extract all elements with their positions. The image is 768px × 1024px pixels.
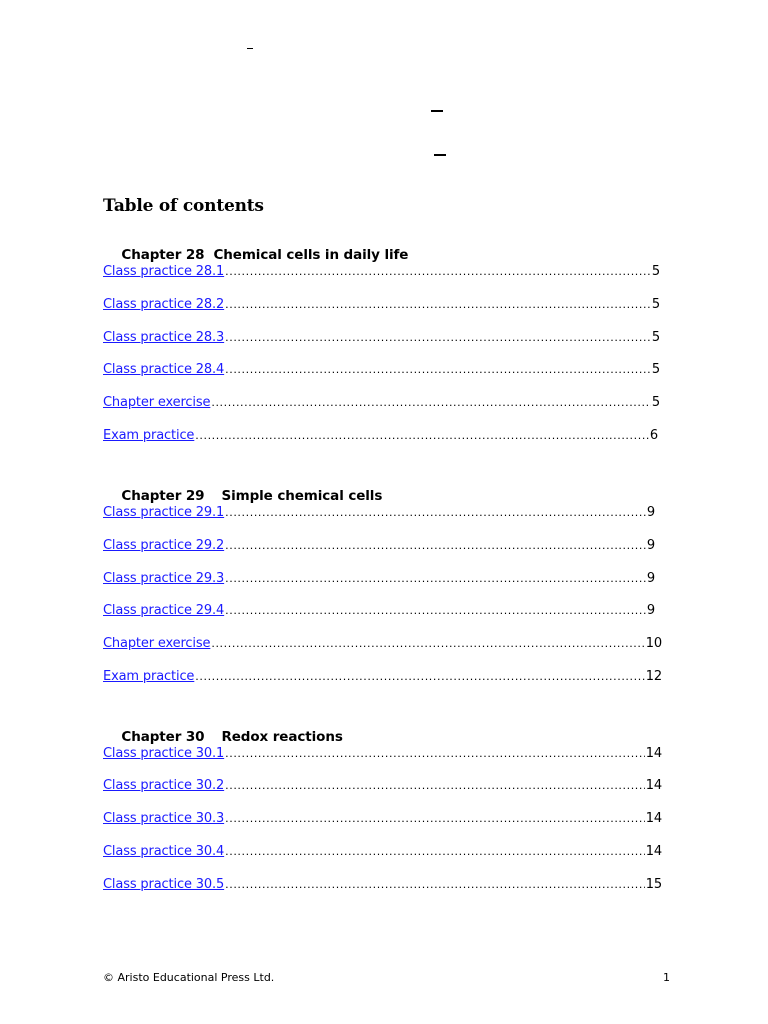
- dot-leader: [225, 845, 645, 858]
- toc-entry: [103, 844, 662, 862]
- chapter-number: Chapter 29: [121, 488, 205, 504]
- toc-entry-page: 5: [651, 330, 660, 345]
- dot-leader: [211, 637, 644, 650]
- toc-entry-page: 5: [651, 395, 660, 410]
- toc-entry: [103, 297, 660, 315]
- dot-leader: [225, 331, 651, 344]
- chapter-title: Chemical cells in daily life: [213, 247, 409, 263]
- toc-entry-link[interactable]: Exam practice: [103, 669, 195, 684]
- toc-entry: [103, 505, 655, 523]
- header-dash-mark: [247, 48, 253, 49]
- toc-entry-link[interactable]: Class practice 29.3: [103, 571, 225, 586]
- footer-page-number: 1: [663, 971, 670, 984]
- toc-entry-page: 14: [645, 844, 662, 859]
- toc-entry-page: 12: [645, 669, 662, 684]
- toc-entry: [103, 428, 658, 446]
- dot-leader: [225, 506, 646, 519]
- toc-entry: [103, 395, 660, 413]
- toc-entry-link[interactable]: Chapter exercise: [103, 395, 211, 410]
- dot-leader: [225, 779, 645, 792]
- toc-title: Table of contents: [103, 196, 264, 216]
- toc-entry: [103, 603, 655, 621]
- toc-entry: [103, 264, 660, 282]
- dot-leader: [195, 429, 649, 442]
- toc-entry-link[interactable]: Class practice 30.4: [103, 844, 225, 859]
- header-dash-mark: [434, 154, 446, 156]
- toc-entry-page: 10: [645, 636, 662, 651]
- chapter-title: Redox reactions: [221, 729, 343, 745]
- toc-entry-link[interactable]: Exam practice: [103, 428, 195, 443]
- toc-entry-page: 9: [646, 505, 655, 520]
- toc-entry-page: 9: [646, 538, 655, 553]
- toc-entry-page: 5: [651, 264, 660, 279]
- toc-entry: [103, 877, 662, 895]
- toc-entry-link[interactable]: Class practice 29.1: [103, 505, 225, 520]
- dot-leader: [225, 878, 645, 891]
- toc-entry: [103, 811, 662, 829]
- toc-entry-link[interactable]: Class practice 29.4: [103, 603, 225, 618]
- toc-entry-link[interactable]: Class practice 28.1: [103, 264, 225, 279]
- dot-leader: [225, 265, 651, 278]
- toc-entry-page: 6: [649, 428, 658, 443]
- toc-entry-link[interactable]: Class practice 30.2: [103, 778, 225, 793]
- dot-leader: [225, 604, 646, 617]
- dot-leader: [225, 572, 646, 585]
- chapter-number: Chapter 30: [121, 729, 205, 745]
- toc-entry-page: 9: [646, 603, 655, 618]
- dot-leader: [225, 812, 645, 825]
- toc-entry: [103, 636, 662, 654]
- toc-entry-link[interactable]: Class practice 28.2: [103, 297, 225, 312]
- dot-leader: [225, 539, 646, 552]
- toc-entry-link[interactable]: Class practice 28.4: [103, 362, 225, 377]
- toc-entry-page: 5: [651, 297, 660, 312]
- toc-entry-link[interactable]: Class practice 30.1: [103, 746, 225, 761]
- toc-entry-page: 14: [645, 746, 662, 761]
- dot-leader: [225, 747, 645, 760]
- toc-entry: [103, 669, 662, 687]
- dot-leader: [225, 363, 651, 376]
- toc-entry-link[interactable]: Chapter exercise: [103, 636, 211, 651]
- toc-entry: [103, 538, 655, 556]
- toc-entry: [103, 330, 660, 348]
- toc-entry-page: 9: [646, 571, 655, 586]
- dot-leader: [211, 396, 651, 409]
- toc-entry: [103, 362, 660, 380]
- header-dash-mark: [431, 110, 443, 112]
- toc-entry-page: 14: [645, 778, 662, 793]
- toc-entry-link[interactable]: Class practice 29.2: [103, 538, 225, 553]
- toc-entry-page: 14: [645, 811, 662, 826]
- chapter-number: Chapter 28: [121, 247, 205, 263]
- toc-entry: [103, 571, 655, 589]
- toc-entry-link[interactable]: Class practice 30.3: [103, 811, 225, 826]
- toc-entry-link[interactable]: Class practice 28.3: [103, 330, 225, 345]
- dot-leader: [195, 670, 644, 683]
- footer-copyright: © Aristo Educational Press Ltd.: [103, 971, 275, 984]
- toc-entry-link[interactable]: Class practice 30.5: [103, 877, 225, 892]
- toc-entry-page: 15: [645, 877, 662, 892]
- toc-entry: [103, 778, 662, 796]
- chapter-title: Simple chemical cells: [221, 488, 383, 504]
- dot-leader: [225, 298, 651, 311]
- toc-entry: [103, 746, 662, 764]
- toc-entry-page: 5: [651, 362, 660, 377]
